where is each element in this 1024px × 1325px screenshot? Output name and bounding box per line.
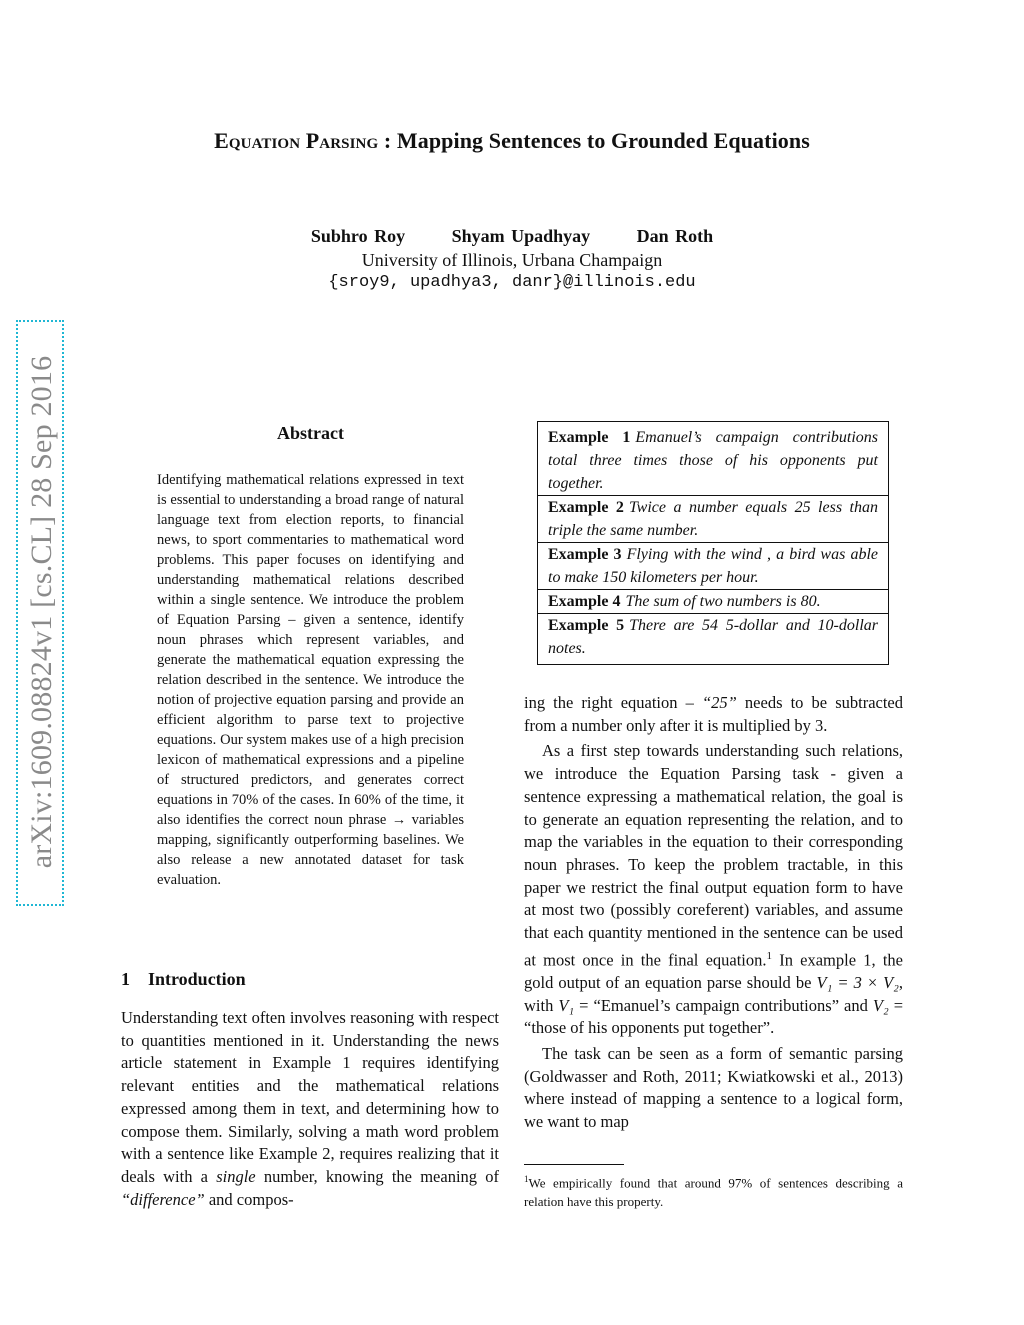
footnote-text: We empirically found that around 97% of sentences describing a relation have this property. — [524, 1175, 903, 1210]
text-run: needs to be subtracted from a number only after it is multiplied by 3. — [524, 693, 903, 735]
example-text: Twice a number equals 25 less than triple the same number. — [548, 499, 878, 539]
intro-paragraph-continued — [524, 692, 903, 737]
examples-box — [537, 421, 889, 665]
author-emails: {sroy9, upadhya3, danr}@illinois.edu — [328, 273, 696, 292]
text-run: , with — [524, 972, 904, 1015]
emphasis: single — [216, 1166, 256, 1186]
author-list — [0, 226, 1024, 247]
text-run: and compos- — [204, 1189, 294, 1209]
intro-paragraph-3: The task can be seen as a form of semantic parsing (Goldwasser and Roth, 2011; Kwiatkowski et al., 2013) where instead of mapping a sentence to a logical form, we want to map — [524, 1044, 903, 1132]
text-run: Understanding text often involves reasoning with respect to quantities mentioned in it. Understanding the news article statement in Example 1 requires identifying relevant entities and the mathematical relations expressed among them in text, and determining how to compose them. Similarly, solving a math word problem with a sentence like Example 2, requires realizing that it deals with a — [121, 1008, 499, 1186]
intro-left-column — [121, 1007, 499, 1211]
section-heading — [121, 969, 246, 990]
text-run: In example 1, the gold output of an equation parse should be — [524, 950, 903, 992]
example-label: Example 4 — [548, 593, 621, 610]
text-run: As a first step towards understanding such relations, we introduce the Equation Parsing task - given a sentence expressing a mathematical relation, the goal is to generate an equation representing the relation, and to map the variables in the equation to their corresponding noun phrases. To keep the problem tractable, in this paper we restrict the final output equation form to have at most two (possibly coreferent) variables, and assume that each quantity mentioned in the sentence can be used at most once in the final equation. — [524, 741, 903, 970]
variable: V₁ — [558, 995, 575, 1015]
equation: V₁ = 3 × V₂ — [816, 972, 899, 992]
intro-paragraph-2 — [524, 740, 903, 1040]
arxiv-stamp: arXiv:1609.08824v1 [cs.CL] 28 Sep 2016 — [25, 355, 58, 869]
footnote-rule — [524, 1164, 624, 1165]
author-1: Subhro Roy — [310, 226, 406, 246]
example-4 — [538, 590, 888, 614]
title-small-caps: Equation Parsing — [214, 128, 379, 153]
example-text: Flying with the wind , a bird was able to make 150 kilometers per hour. — [548, 546, 878, 586]
footnote-marker: 1 — [524, 1174, 529, 1184]
variable: V₂ — [872, 995, 889, 1015]
text-run: = “Emanuel’s campaign contributions” and — [574, 995, 873, 1015]
text-run: number, knowing the meaning of — [255, 1166, 499, 1186]
example-text: There are 54 5-dollar and 10-dollar notes. — [548, 617, 879, 657]
paper-title — [0, 128, 1024, 154]
abstract-body: Identifying mathematical relations expressed in text is essential to understanding a broad range of natural language text from election reports, to financial news, to sport commentaries to mathematical word problems. This paper focuses on identifying and understanding mathematical relations described within a single sentence. We introduce the problem of Equation Parsing – given a sentence, identify noun phrases which represent variables, and generate the mathematical equation expressing the relation described in the sentence. We introduce the notion of projective equation parsing and provide an efficient algorithm to parse text to projective equations. Our system makes use of a high precision lexicon of mathematical expressions and a pipeline of structured predictors, and generates correct equations in 70% of the cases. In 60% of the time, it also identifies the correct noun phrase → variables mapping, significantly outperforming baselines. We also release a new annotated dataset for task evaluation. — [157, 472, 464, 888]
author-3: Dan Roth — [636, 226, 714, 246]
intro-paragraph-1 — [121, 1007, 499, 1211]
example-1 — [538, 422, 888, 496]
example-text: The sum of two numbers is 80. — [625, 593, 821, 610]
emphasis: “25” — [701, 693, 737, 712]
example-label: Example 1 — [548, 429, 631, 446]
example-5 — [538, 614, 888, 664]
author-2: Shyam Upadhyay — [451, 226, 591, 246]
text-run: = “those of his opponents put together”. — [524, 995, 903, 1038]
intro-right-column — [524, 692, 903, 1134]
example-2 — [538, 496, 888, 543]
example-3 — [538, 543, 888, 590]
footnote-reference[interactable]: 1 — [766, 949, 773, 962]
title-rest: : Mapping Sentences to Grounded Equations — [383, 128, 810, 153]
abstract-heading: Abstract — [277, 423, 344, 443]
example-label: Example 5 — [548, 617, 625, 634]
footnote — [524, 1170, 903, 1211]
example-label: Example 3 — [548, 546, 622, 563]
section-title: Introduction — [148, 969, 246, 989]
section-number: 1 — [121, 969, 130, 989]
example-label: Example 2 — [548, 499, 624, 516]
example-text: Emanuel’s campaign contributions total three times those of his opponents put together. — [548, 429, 878, 492]
emphasis: “difference” — [121, 1189, 205, 1209]
text-run: ing the right equation – — [524, 693, 702, 712]
affiliation: University of Illinois, Urbana Champaign — [361, 250, 663, 270]
